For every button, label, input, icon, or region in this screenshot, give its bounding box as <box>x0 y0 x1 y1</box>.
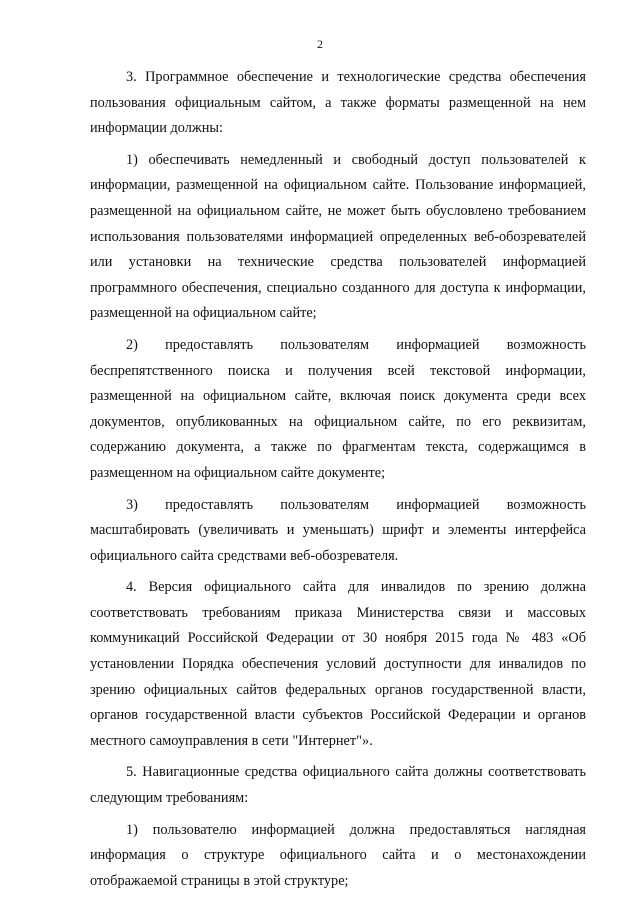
paragraph-3-item-3: 3) предоставлять пользователям информацией возможность масштабировать (увеличивать и уменьшать) шрифт и элементы интерфейса официального сайта средствами веб-обозревателя. <box>90 496 586 564</box>
paragraph-5: 5. Навигационные средства официального сайта должны соответствовать следующим требованиям: <box>90 764 586 807</box>
paragraph-5-item-1: 1) пользователю информацией должна предоставляться наглядная информация о структуре официального сайта и о местонахождении отображаемой страницы в этой структуре; <box>90 821 586 889</box>
paragraph-3: 3. Программное обеспечение и технологические средства обеспечения пользования официальным сайтом, а также форматы размещенной на нем информации должны: <box>90 69 586 137</box>
document-body <box>90 65 586 900</box>
paragraph-3-item-1: 1) обеспечивать немедленный и свободный доступ пользователей к информации, размещенной на официальном сайте. Пользование информацией, размещенной на официальном сайте, не может быть обусловлено требованием использования пользователями информацией определенных веб-обозревателей или установки на технические средства пользователей информацией программного обеспечения, специально созданного для доступа к информации, размещенной на официальном сайте; <box>90 151 586 322</box>
paragraph-4: 4. Версия официального сайта для инвалидов по зрению должна соответствовать требованиям приказа Министерства связи и массовых коммуникаций Российской Федерации от 30 ноября 2015 года № 483 «Об установлении Порядка обеспечения условий доступности для инвалидов по зрению официальных сайтов федеральных органов государственной власти, органов государственной власти субъектов Российской Федерации и органов местного самоуправления в сети "Интернет"». <box>90 579 586 749</box>
page-number: 2 <box>317 37 323 51</box>
paragraph-3-item-2: 2) предоставлять пользователям информацией возможность беспрепятственного поиска и получения всей текстовой информации, размещенной на официальном сайте, включая поиск документа среди всех документов, опубликованных на официальном сайте, по его реквизитам, содержанию документа, а также по фрагментам текста, содержащимся в размещенном на официальном сайте документе; <box>90 336 586 481</box>
